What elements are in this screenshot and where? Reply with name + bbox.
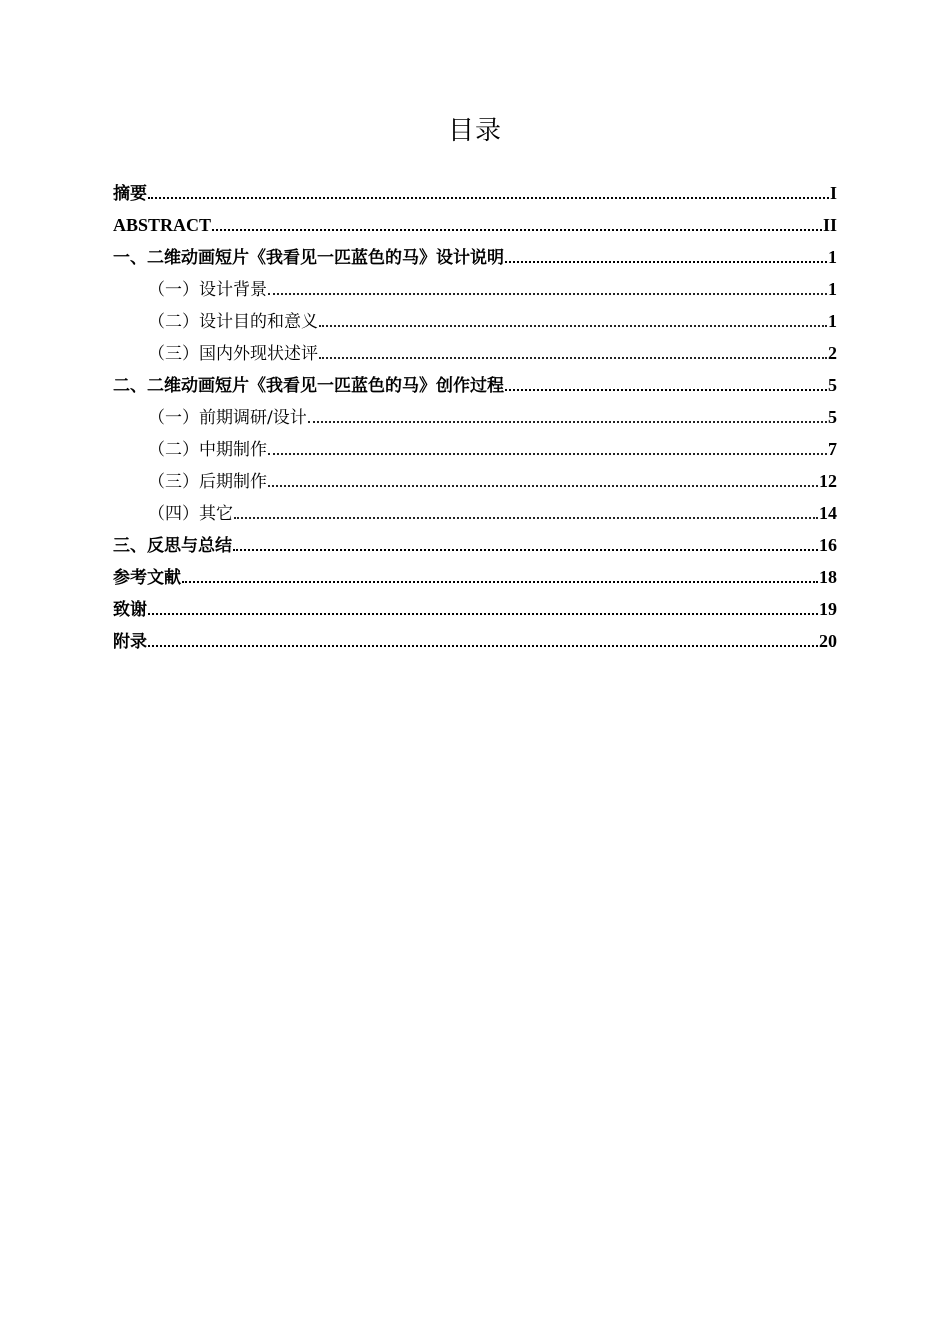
toc-dot-leader	[212, 229, 822, 231]
toc-entry-label: （一）前期调研/设计	[148, 408, 307, 428]
toc-dot-leader	[148, 613, 818, 615]
toc-entry-label: （三）国内外现状述评	[148, 344, 318, 364]
toc-entry-label: 三、反思与总结	[113, 536, 232, 556]
toc-page-number: I	[829, 183, 837, 203]
toc-entry-label: 一、二维动画短片《我看见一匹蓝色的马》设计说明	[113, 248, 504, 268]
toc-page-number: 5	[828, 375, 837, 395]
toc-entry-section-2-2[interactable]	[113, 433, 837, 465]
toc-page-number: 5	[828, 407, 837, 427]
toc-dot-leader	[268, 485, 818, 487]
toc-entry-references[interactable]	[113, 561, 837, 593]
toc-page-number: 16	[819, 535, 837, 555]
toc-dot-leader	[268, 293, 827, 295]
table-of-contents	[113, 177, 837, 657]
toc-entry-section-2-3[interactable]	[113, 465, 837, 497]
toc-dot-leader	[148, 645, 818, 647]
toc-entry-chapter-2[interactable]	[113, 369, 837, 401]
toc-page-number: 1	[828, 279, 837, 299]
toc-entry-chapter-1[interactable]	[113, 241, 837, 273]
toc-entry-section-1-2[interactable]	[113, 305, 837, 337]
toc-page-number: 2	[828, 343, 837, 363]
toc-page-number: 1	[828, 247, 837, 267]
toc-entry-label: 参考文献	[113, 568, 181, 588]
toc-entry-appendix[interactable]	[113, 625, 837, 657]
page-title: 目录	[447, 116, 502, 146]
toc-page-number: 18	[819, 567, 837, 587]
toc-page-number: 14	[819, 503, 837, 523]
toc-entry-label: （二）设计目的和意义	[148, 312, 318, 332]
toc-entry-acknowledgements[interactable]	[113, 593, 837, 625]
toc-entry-label: 摘要	[113, 184, 147, 204]
toc-page-number: 19	[819, 599, 837, 619]
toc-dot-leader	[505, 389, 827, 391]
toc-entry-abstract-cn[interactable]	[113, 177, 837, 209]
toc-entry-section-2-4[interactable]	[113, 497, 837, 529]
toc-entry-label: （四）其它	[148, 504, 233, 524]
toc-entry-label: （三）后期制作	[148, 472, 267, 492]
toc-dot-leader	[319, 325, 827, 327]
toc-page-number: 1	[828, 311, 837, 331]
toc-entry-label: 二、二维动画短片《我看见一匹蓝色的马》创作过程	[113, 376, 504, 396]
toc-page-number: 12	[819, 471, 837, 491]
toc-dot-leader	[182, 581, 818, 583]
toc-page-number: 20	[819, 631, 837, 651]
toc-entry-label: ABSTRACT	[113, 215, 212, 235]
toc-page-number: II	[822, 215, 837, 235]
toc-dot-leader	[148, 197, 829, 199]
toc-dot-leader	[233, 549, 818, 551]
toc-dot-leader	[268, 453, 827, 455]
toc-entry-label: 附录	[113, 632, 147, 652]
toc-entry-section-1-3[interactable]	[113, 337, 837, 369]
toc-entry-label: 致谢	[113, 600, 147, 620]
toc-entry-abstract-en[interactable]	[113, 209, 837, 241]
toc-entry-section-2-1[interactable]	[113, 401, 837, 433]
toc-dot-leader	[308, 421, 827, 423]
toc-page-number: 7	[828, 439, 837, 459]
toc-entry-label: （一）设计背景	[148, 280, 267, 300]
toc-dot-leader	[319, 357, 827, 359]
toc-entry-section-1-1[interactable]	[113, 273, 837, 305]
toc-entry-chapter-3[interactable]	[113, 529, 837, 561]
toc-entry-label: （二）中期制作	[148, 440, 267, 460]
toc-dot-leader	[234, 517, 818, 519]
toc-dot-leader	[505, 261, 827, 263]
